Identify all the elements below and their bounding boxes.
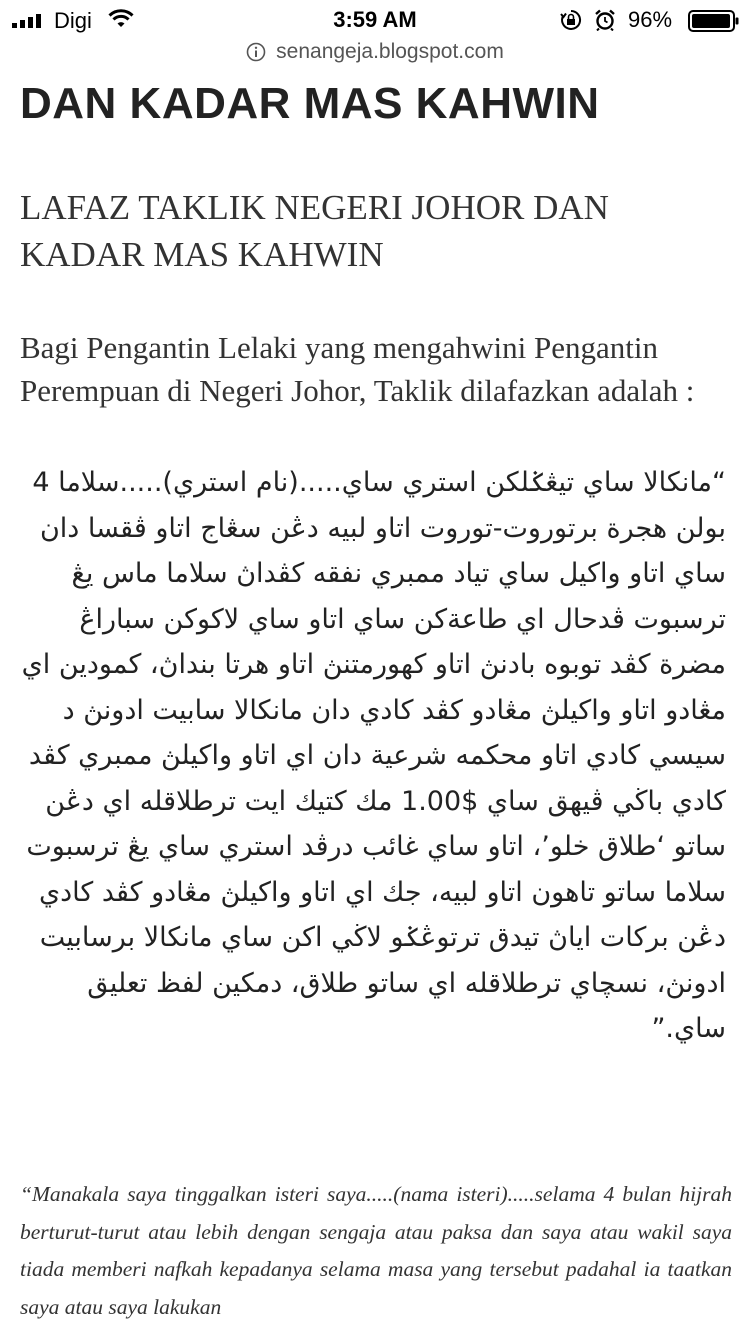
jawi-taklik-text: “مانكالا ساي تيڠݢلكن استري ساي.....(نام استري).....سلاما 4 بولن هجرة برتوروت-توروت اتاو لبيه دڠن سڠاج اتاو ڤقسا دان ساي اتاو واكيل ساي تياد ممبري نفقه كڤداڽ سلاما ماس يڠ ترسبوت ڤدحال اي طاعةكن ساي اتاو ساي لاكوكن سباراڠ مضرة كڤد توبوه بادنڽ اتاو كهورمتنڽ اتاو هرتا بنداڽ، كمودين اي مڠادو اتاو واكيلڽ مڠادو كڤد كادي دان مانكالا سابيت ادونڽ د سيسي كادي اتاو محكمه شرعية دان اي اتاو واكيلڽ ممبري كڤد كادي باڬي ڤيهق ساي $1.00 مك كتيك ايت ترطلاقله اي دڠن ساتو ‘طلاق خلو’، اتاو ساي غائب درڤد استري ساي يڠ ترسبوت سلاما ساتو تاهون اتاو لبيه، جك اي اتاو واكيلڽ مڠادو كڤد كادي دڠن بركات اياڽ تيدق ترتوڠݢو لاڬي اكن ساي مانكالا برسابيت ادونڽ، نسچاي ترطلاقله اي ساتو طلاق، دمكين لفظ تعليق ساي.”	[21, 467, 726, 1044]
carrier-name: Digi	[54, 8, 92, 33]
battery-icon	[688, 10, 740, 32]
status-bar	[0, 0, 750, 40]
rumi-taklik-text: “Manakala saya tinggalkan isteri saya.....(nama isteri).....selama 4 bulan hijrah berturut-turut atau lebih dengan sengaja atau paksa dan saya atau wakil saya tiada memberi nafkah kepadanya selama masa yang tersebut padahal ia taatkan saya atau saya lakukan	[20, 1182, 732, 1319]
clock: 3:59 AM	[333, 7, 417, 32]
url-text: senangeja.blogspot.com	[276, 40, 504, 63]
url-bar[interactable]	[0, 40, 750, 70]
post-title: DAN KADAR MAS KAHWIN	[20, 79, 600, 128]
alarm-icon	[594, 9, 616, 31]
orientation-lock-icon	[560, 9, 582, 31]
info-icon	[246, 42, 266, 62]
battery-percentage: 96%	[628, 7, 673, 32]
article-content	[20, 70, 732, 1052]
intro-paragraph: Bagi Pengantin Lelaki yang mengahwini Pengantin Perempuan di Negeri Johor, Taklik dilafazkan adalah :	[20, 330, 695, 408]
section-heading: LAFAZ TAKLIK NEGERI JOHOR DAN KADAR MAS KAHWIN	[20, 188, 609, 274]
